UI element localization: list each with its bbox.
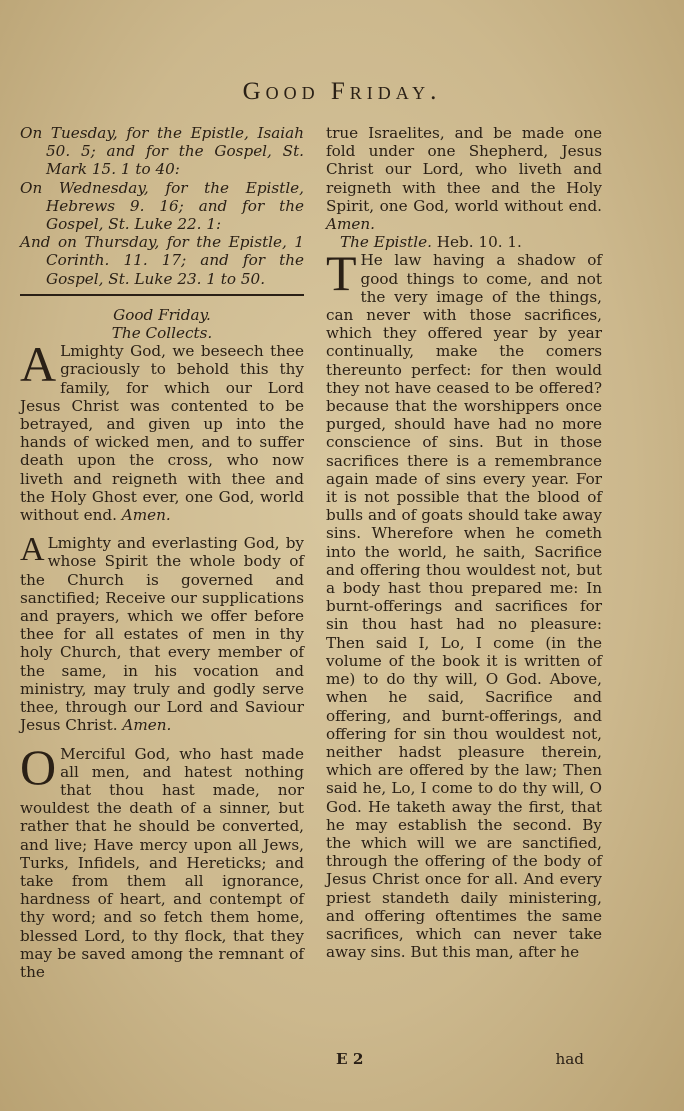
right-column — [326, 124, 602, 961]
left-column — [20, 124, 304, 981]
collect-2 — [20, 531, 304, 735]
collect-1 — [20, 336, 304, 525]
epistle-reference: Heb. 10. 1. — [436, 233, 522, 252]
continuation-text: true Israelites, and be made one fold under one Shepherd, Jesus Christ our Lord, who liveth and reigneth with thee and the Holy Spirit, one God, world without end. — [326, 124, 602, 215]
drop-cap: A — [20, 336, 57, 393]
lesson-tuesday: On Tuesday, for the Epistle, Isaiah 50. 5; and for the Gospel, St. Mark 15. 1 to 40: — [20, 124, 304, 179]
collect-2-amen: Amen. — [122, 716, 172, 735]
drop-cap: O — [20, 738, 57, 795]
collect-3-continuation — [326, 124, 602, 233]
collects-title: The Collects. — [111, 324, 213, 343]
collect-3 — [20, 738, 304, 982]
collect-1-amen: Amen. — [121, 506, 171, 525]
running-head: Good Friday. — [242, 78, 442, 105]
drop-cap: A — [20, 531, 45, 569]
epistle — [326, 245, 602, 962]
drop-cap: T — [326, 245, 357, 302]
catchword: had — [555, 1050, 584, 1068]
continuation-amen: Amen. — [326, 215, 375, 234]
collect-2-text: Lmighty and everlasting God, by whose Spirit the whole body of the Church is governed and sanctified; Receive our supplications and prayers, which we offer before thee for all estates of men in thy holy Church, that every member of the same, in his vocation and ministry, may truly and godly serve thee, through our Lord and Saviour Jesus Christ. — [20, 534, 304, 735]
collect-3-text: Merciful God, who hast made all men, and hatest nothing that thou hast made, nor wouldest the death of a sinner, but rather that he should be converted, and live; Have mercy upon all Jews, Turks, Infidels, and Hereticks; and take from them all ignorance, hardness of heart, and contempt of thy word; and so fetch them home, blessed Lord, to thy flock, that they may be saved among the remnant of the — [20, 744, 304, 981]
lesson-wednesday: On Wednesday, for the Epistle, Hebrews 9. 16; and for the Gospel, St. Luke 22. 1: — [20, 178, 304, 234]
epistle-heading-line — [326, 233, 602, 251]
epistle-text: He law having a shadow of good things to come, and not the very image of the things, can never with those sacrifices, which they offered year by year continually, make the comers thereunto perfect: for then would they not have ceased to be offered? because that the worshippers once purged, should have had no more conscience of sins. But in those sacrifices there is a remembrance again made of sins every year. For it is not possible that the blood of bulls and of goats should take away sins. Wherefore when he cometh into the world, he saith, Sacrifice and offering thou wouldest not, but a body hast thou prepared me: In burnt-offerings and sacrifices for sin thou hast had no pleasure: Then said I, Lo, I come (in the volume of the book it is written of me) to do thy will, O God. Above, when he said, Sacrifice and offering, and burnt-offerings, and offering for sin thou wouldest not, neither hadst pleasure therein, which are offered by the law; Then said he, Lo, I come to do thy will, O God. He taketh away the first, that he may establish the second. By the which will we are sanctified, through the offering of the body of Jesus Christ once for all. And every priest standeth daily ministering, and offering oftentimes the same sacrifices, which can never take away sins. But this man, after he — [326, 251, 602, 962]
divider-rule — [20, 294, 304, 296]
signature-mark: E 2 — [336, 1050, 364, 1068]
page-footer — [326, 1050, 602, 1068]
lesson-thursday: And on Thursday, for the Epistle, 1 Corinth. 11. 17; and for the Gospel, St. Luke 23. 1 to 50. — [20, 233, 304, 288]
epistle-heading: The Epistle. — [340, 233, 432, 252]
section-title: Good Friday. — [113, 305, 211, 324]
collect-1-text: Lmighty God, we beseech thee graciously to behold this thy family, for which our Lord Jesus Christ was contented to be betrayed, and given up into the hands of wicked men, and to suffer death upon the cross, who now liveth and reigneth with thee and the Holy Ghost ever, one God, world without end. — [20, 342, 304, 525]
